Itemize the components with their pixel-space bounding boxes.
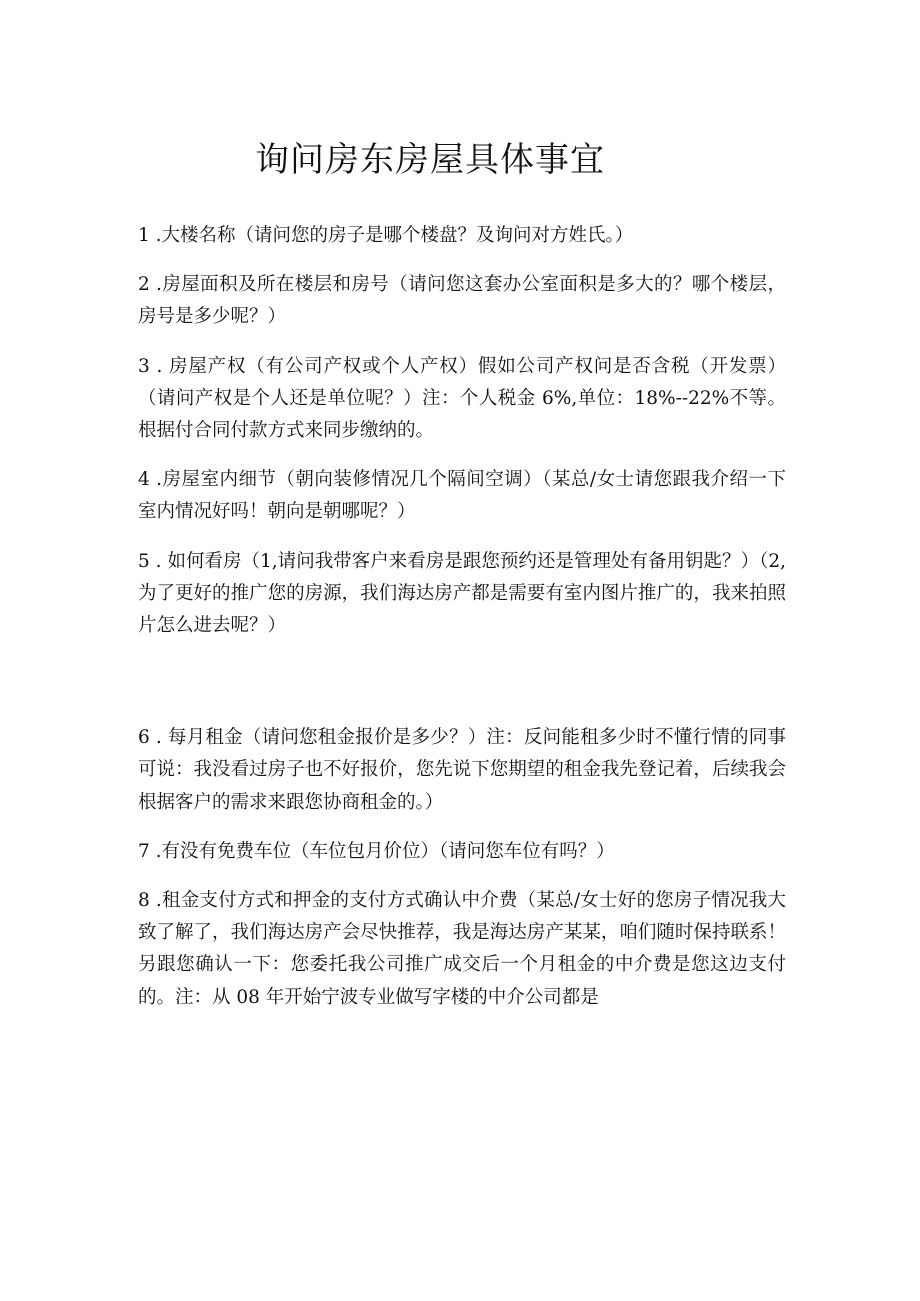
list-item-6: 6 . 每月租金（请问您租金报价是多少？）注：反问能租多少时不懂行情的同事可说：我没看过房子也不好报价，您先说下您期望的租金我先登记着，后续我会根据客户的需求来跟您协商租金的。）: [138, 727, 786, 813]
list-item-1: 1 .大楼名称（请问您的房子是哪个楼盘？及询问对方姓氏。）: [138, 225, 634, 246]
document-body: [138, 220, 786, 1014]
list-item-2: 2 .房屋面积及所在楼层和房号（请问您这套办公室面积是多大的？哪个楼层，房号是多少呢？）: [138, 274, 786, 328]
list-item-5: 5 . 如何看房（1,请问我带客户来看房是跟您预约还是管理处有备用钥匙？）（2,为了更好的推广您的房源，我们海达房产都是需要有室内图片推广的，我来拍照片怎么进去呢？）: [138, 550, 786, 637]
list-item-4: 4 .房屋室内细节（朝向装修情况几个隔间空调）（某总/女士请您跟我介绍一下室内情况好吗！朝向是朝哪呢？）: [138, 469, 786, 523]
list-item-8: 8 .租金支付方式和押金的支付方式确认中介费（某总/女士好的您房子情况我大致了解了，我们海达房产会尽快推荐，我是海达房产某某，咱们随时保持联系！另跟您确认一下：您委托我公司推广成交后一个月租金的中介费是您这边支付的。注：从 08 年开始宁波专业做写字楼的中介公司都是: [138, 890, 786, 1008]
document-title: 询问房东房屋具体事宜: [255, 140, 605, 180]
list-item-7: 7 .有没有免费车位（车位包月价位）（请问您车位有吗？）: [138, 840, 615, 862]
paragraph-gap: [138, 642, 786, 722]
list-item-3: 3 . 房屋产权（有公司产权或个人产权）假如公司产权问是否含税（开发票）（请问产权是个人还是单位呢？）注：个人税金 6%,单位：18%--22%不等。根据付合同付款方式来同步缴纳的。: [138, 355, 786, 442]
